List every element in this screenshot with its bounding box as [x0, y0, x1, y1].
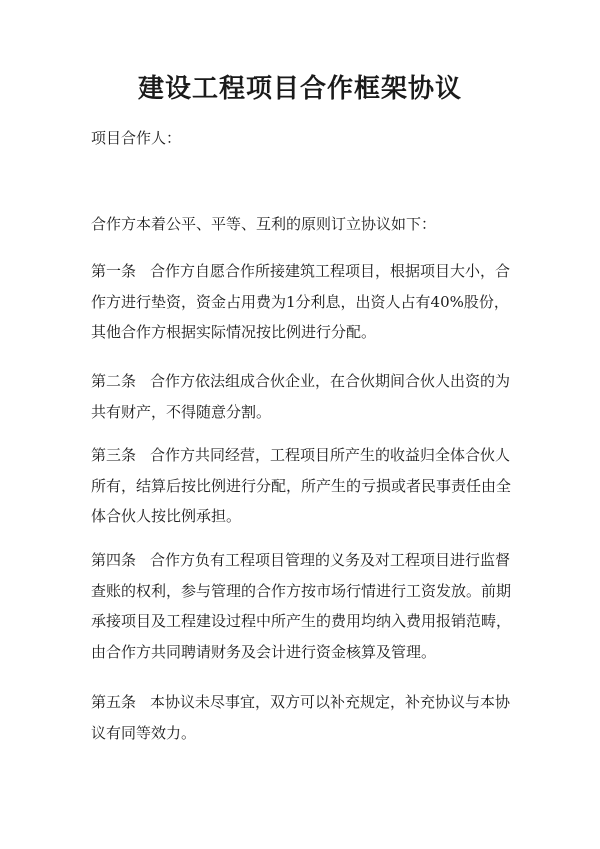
article-number: 第二条 [91, 372, 137, 390]
document-title: 建设工程项目合作框架协议 [137, 74, 462, 104]
article-number: 第五条 [91, 693, 137, 711]
article-number: 第四条 [91, 551, 137, 569]
article-1 [91, 256, 521, 348]
article-text: 本协议未尽事宜，双方可以补充规定，补充协议与本协议有同等效力。 [91, 693, 511, 742]
article-text: 合作方依法组成合伙企业，在合伙期间合伙人出资的为共有财产，不得随意分割。 [91, 372, 511, 421]
article-text: 合作方负有工程项目管理的义务及对工程项目进行监督查账的权利，参与管理的合作方按市场行情进行工资发放。前期承接项目及工程建设过程中所产生的费用均纳入费用报销范畴，由合作方共同聘请财务及会计进行资金核算及管理。 [91, 551, 512, 661]
article-number: 第一条 [91, 262, 137, 280]
article-text: 合作方共同经营，工程项目所产生的收益归全体合伙人所有，结算后按比例进行分配，所产生的亏损或者民事责任由全体合伙人按比例承担。 [91, 446, 512, 525]
article-2 [91, 366, 521, 427]
intro-paragraph: 合作方本着公平、平等、互利的原则订立协议如下： [91, 215, 437, 233]
article-number: 第三条 [91, 446, 137, 464]
partner-label: 项目合作人： [91, 129, 182, 147]
article-5 [91, 687, 521, 748]
article-text: 合作方自愿合作所接建筑工程项目，根据项目大小，合作方进行垫资，资金占用费为1分利息，出资人占有40%股份，其他合作方根据实际情况按比例进行分配。 [91, 262, 511, 341]
article-3 [91, 440, 521, 532]
article-4 [91, 545, 521, 667]
